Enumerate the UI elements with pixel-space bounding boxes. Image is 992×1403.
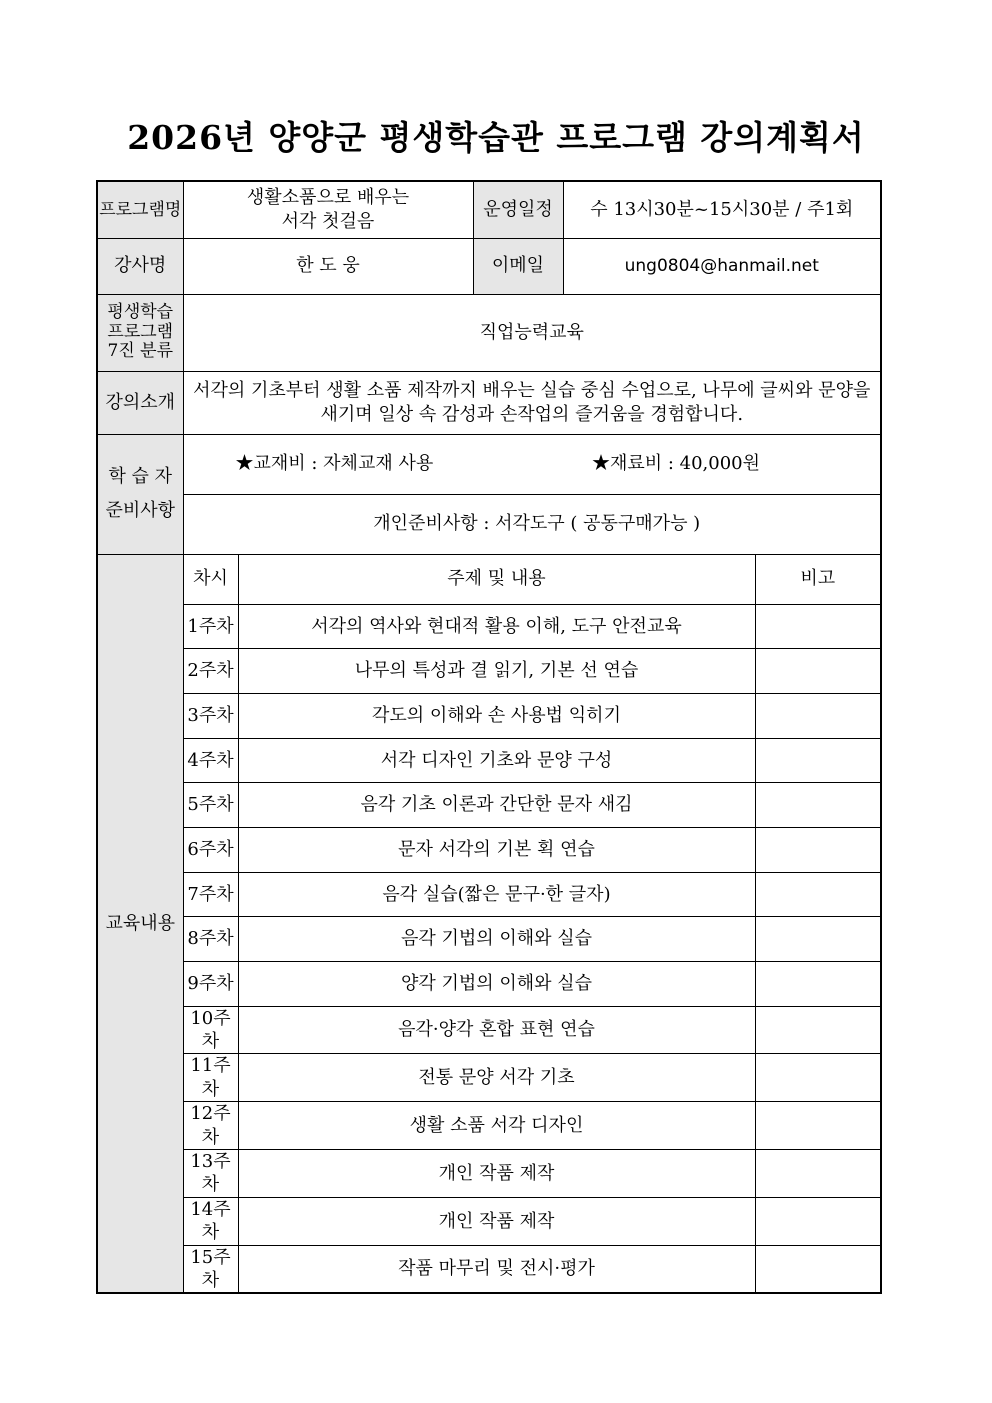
note-cell	[755, 827, 881, 872]
curriculum-row	[97, 917, 881, 962]
note-cell	[755, 738, 881, 783]
program-row	[97, 181, 881, 238]
instructor-row	[97, 238, 881, 294]
topic-cell: 음각 기초 이론과 간단한 문자 새김	[238, 783, 755, 828]
note-cell	[755, 962, 881, 1007]
topic-cell: 개인 작품 제작	[238, 1197, 755, 1245]
instructor-name: 한 도 웅	[183, 238, 473, 294]
week-cell: 7주차	[183, 872, 238, 917]
topic-cell: 음각 실습(짧은 문구·한 글자)	[238, 872, 755, 917]
category-label	[97, 294, 183, 371]
intro-label: 강의소개	[97, 371, 183, 434]
prep-label-line1: 학 습 자	[108, 465, 173, 487]
week-cell: 12주차	[183, 1102, 238, 1150]
topic-cell: 서각 디자인 기초와 문양 구성	[238, 738, 755, 783]
instructor-label: 강사명	[97, 238, 183, 294]
topic-cell: 전통 문양 서각 기초	[238, 1054, 755, 1102]
topic-cell: 작품 마무리 및 전시·평가	[238, 1245, 755, 1293]
topic-column-header: 주제 및 내용	[238, 554, 755, 604]
program-name-line1: 생활소품으로 배우는	[246, 187, 410, 209]
curriculum-label: 교육내용	[97, 554, 183, 1293]
curriculum-row	[97, 738, 881, 783]
topic-cell: 각도의 이해와 손 사용법 익히기	[238, 693, 755, 738]
intro-text: 서각의 기초부터 생활 소품 제작까지 배우는 실습 중심 수업으로, 나무에 글씨와 문양을 새기며 일상 속 감성과 손작업의 즐거움을 경험합니다.	[183, 371, 881, 434]
curriculum-row	[97, 872, 881, 917]
curriculum-row	[97, 1006, 881, 1054]
week-cell: 5주차	[183, 783, 238, 828]
note-cell	[755, 1102, 881, 1150]
curriculum-row	[97, 693, 881, 738]
note-cell	[755, 1197, 881, 1245]
note-column-header: 비고	[755, 554, 881, 604]
topic-cell: 개인 작품 제작	[238, 1150, 755, 1198]
note-cell	[755, 1006, 881, 1054]
category-label-line1: 평생학습	[107, 302, 174, 323]
note-cell	[755, 693, 881, 738]
curriculum-row	[97, 962, 881, 1007]
week-cell: 6주차	[183, 827, 238, 872]
program-name-line2: 서각 첫걸음	[281, 210, 375, 232]
email-value: ung0804@hanmail.net	[563, 238, 881, 294]
category-label-line3: 7진 분류	[107, 341, 173, 362]
category-label-line2: 프로그램	[107, 321, 174, 342]
topic-cell: 서각의 역사와 현대적 활용 이해, 도구 안전교육	[238, 604, 755, 649]
curriculum-row	[97, 1102, 881, 1150]
curriculum-row	[97, 649, 881, 694]
topic-cell: 음각·양각 혼합 표현 연습	[238, 1006, 755, 1054]
curriculum-row	[97, 1197, 881, 1245]
prep-label-line2: 준비사항	[105, 500, 176, 521]
lecture-plan-table	[96, 180, 882, 1294]
personal-prep-row	[97, 494, 881, 554]
week-cell: 8주차	[183, 917, 238, 962]
category-row	[97, 294, 881, 371]
curriculum-row	[97, 827, 881, 872]
note-cell	[755, 1150, 881, 1198]
week-cell: 3주차	[183, 693, 238, 738]
topic-cell: 문자 서각의 기본 획 연습	[238, 827, 755, 872]
week-cell: 13주차	[183, 1150, 238, 1198]
intro-row	[97, 371, 881, 434]
schedule-label: 운영일정	[473, 181, 563, 238]
note-cell	[755, 1054, 881, 1102]
fee-row	[97, 434, 881, 494]
week-cell: 11주차	[183, 1054, 238, 1102]
week-cell: 1주차	[183, 604, 238, 649]
session-column-header: 차시	[183, 554, 238, 604]
email-label: 이메일	[473, 238, 563, 294]
note-cell	[755, 604, 881, 649]
curriculum-row	[97, 1054, 881, 1102]
note-cell	[755, 783, 881, 828]
prep-label	[97, 434, 183, 554]
curriculum-row	[97, 1245, 881, 1293]
topic-cell: 생활 소품 서각 디자인	[238, 1102, 755, 1150]
program-name	[183, 181, 473, 238]
schedule-value: 수 13시30분~15시30분 / 주1회	[563, 181, 881, 238]
note-cell	[755, 917, 881, 962]
curriculum-row	[97, 604, 881, 649]
material-fee: ★교재비 : 자체교재 사용	[235, 453, 434, 475]
topic-cell: 나무의 특성과 결 읽기, 기본 선 연습	[238, 649, 755, 694]
note-cell	[755, 1245, 881, 1293]
week-cell: 14주차	[183, 1197, 238, 1245]
week-cell: 9주차	[183, 962, 238, 1007]
week-cell: 10주차	[183, 1006, 238, 1054]
curriculum-row	[97, 783, 881, 828]
week-cell: 2주차	[183, 649, 238, 694]
category-value: 직업능력교육	[183, 294, 881, 371]
page-title: 2026년 양양군 평생학습관 프로그램 강의계획서	[127, 118, 865, 157]
program-label: 프로그램명	[97, 181, 183, 238]
topic-cell: 음각 기법의 이해와 실습	[238, 917, 755, 962]
curriculum-header-row	[97, 554, 881, 604]
topic-cell: 양각 기법의 이해와 실습	[238, 962, 755, 1007]
note-cell	[755, 649, 881, 694]
week-cell: 4주차	[183, 738, 238, 783]
week-cell: 15주차	[183, 1245, 238, 1293]
note-cell	[755, 872, 881, 917]
curriculum-row	[97, 1150, 881, 1198]
fee-cell	[183, 434, 881, 494]
personal-prep: 개인준비사항 : 서각도구 ( 공동구매가능 )	[183, 494, 881, 554]
supply-fee: ★재료비 : 40,000원	[591, 453, 761, 475]
